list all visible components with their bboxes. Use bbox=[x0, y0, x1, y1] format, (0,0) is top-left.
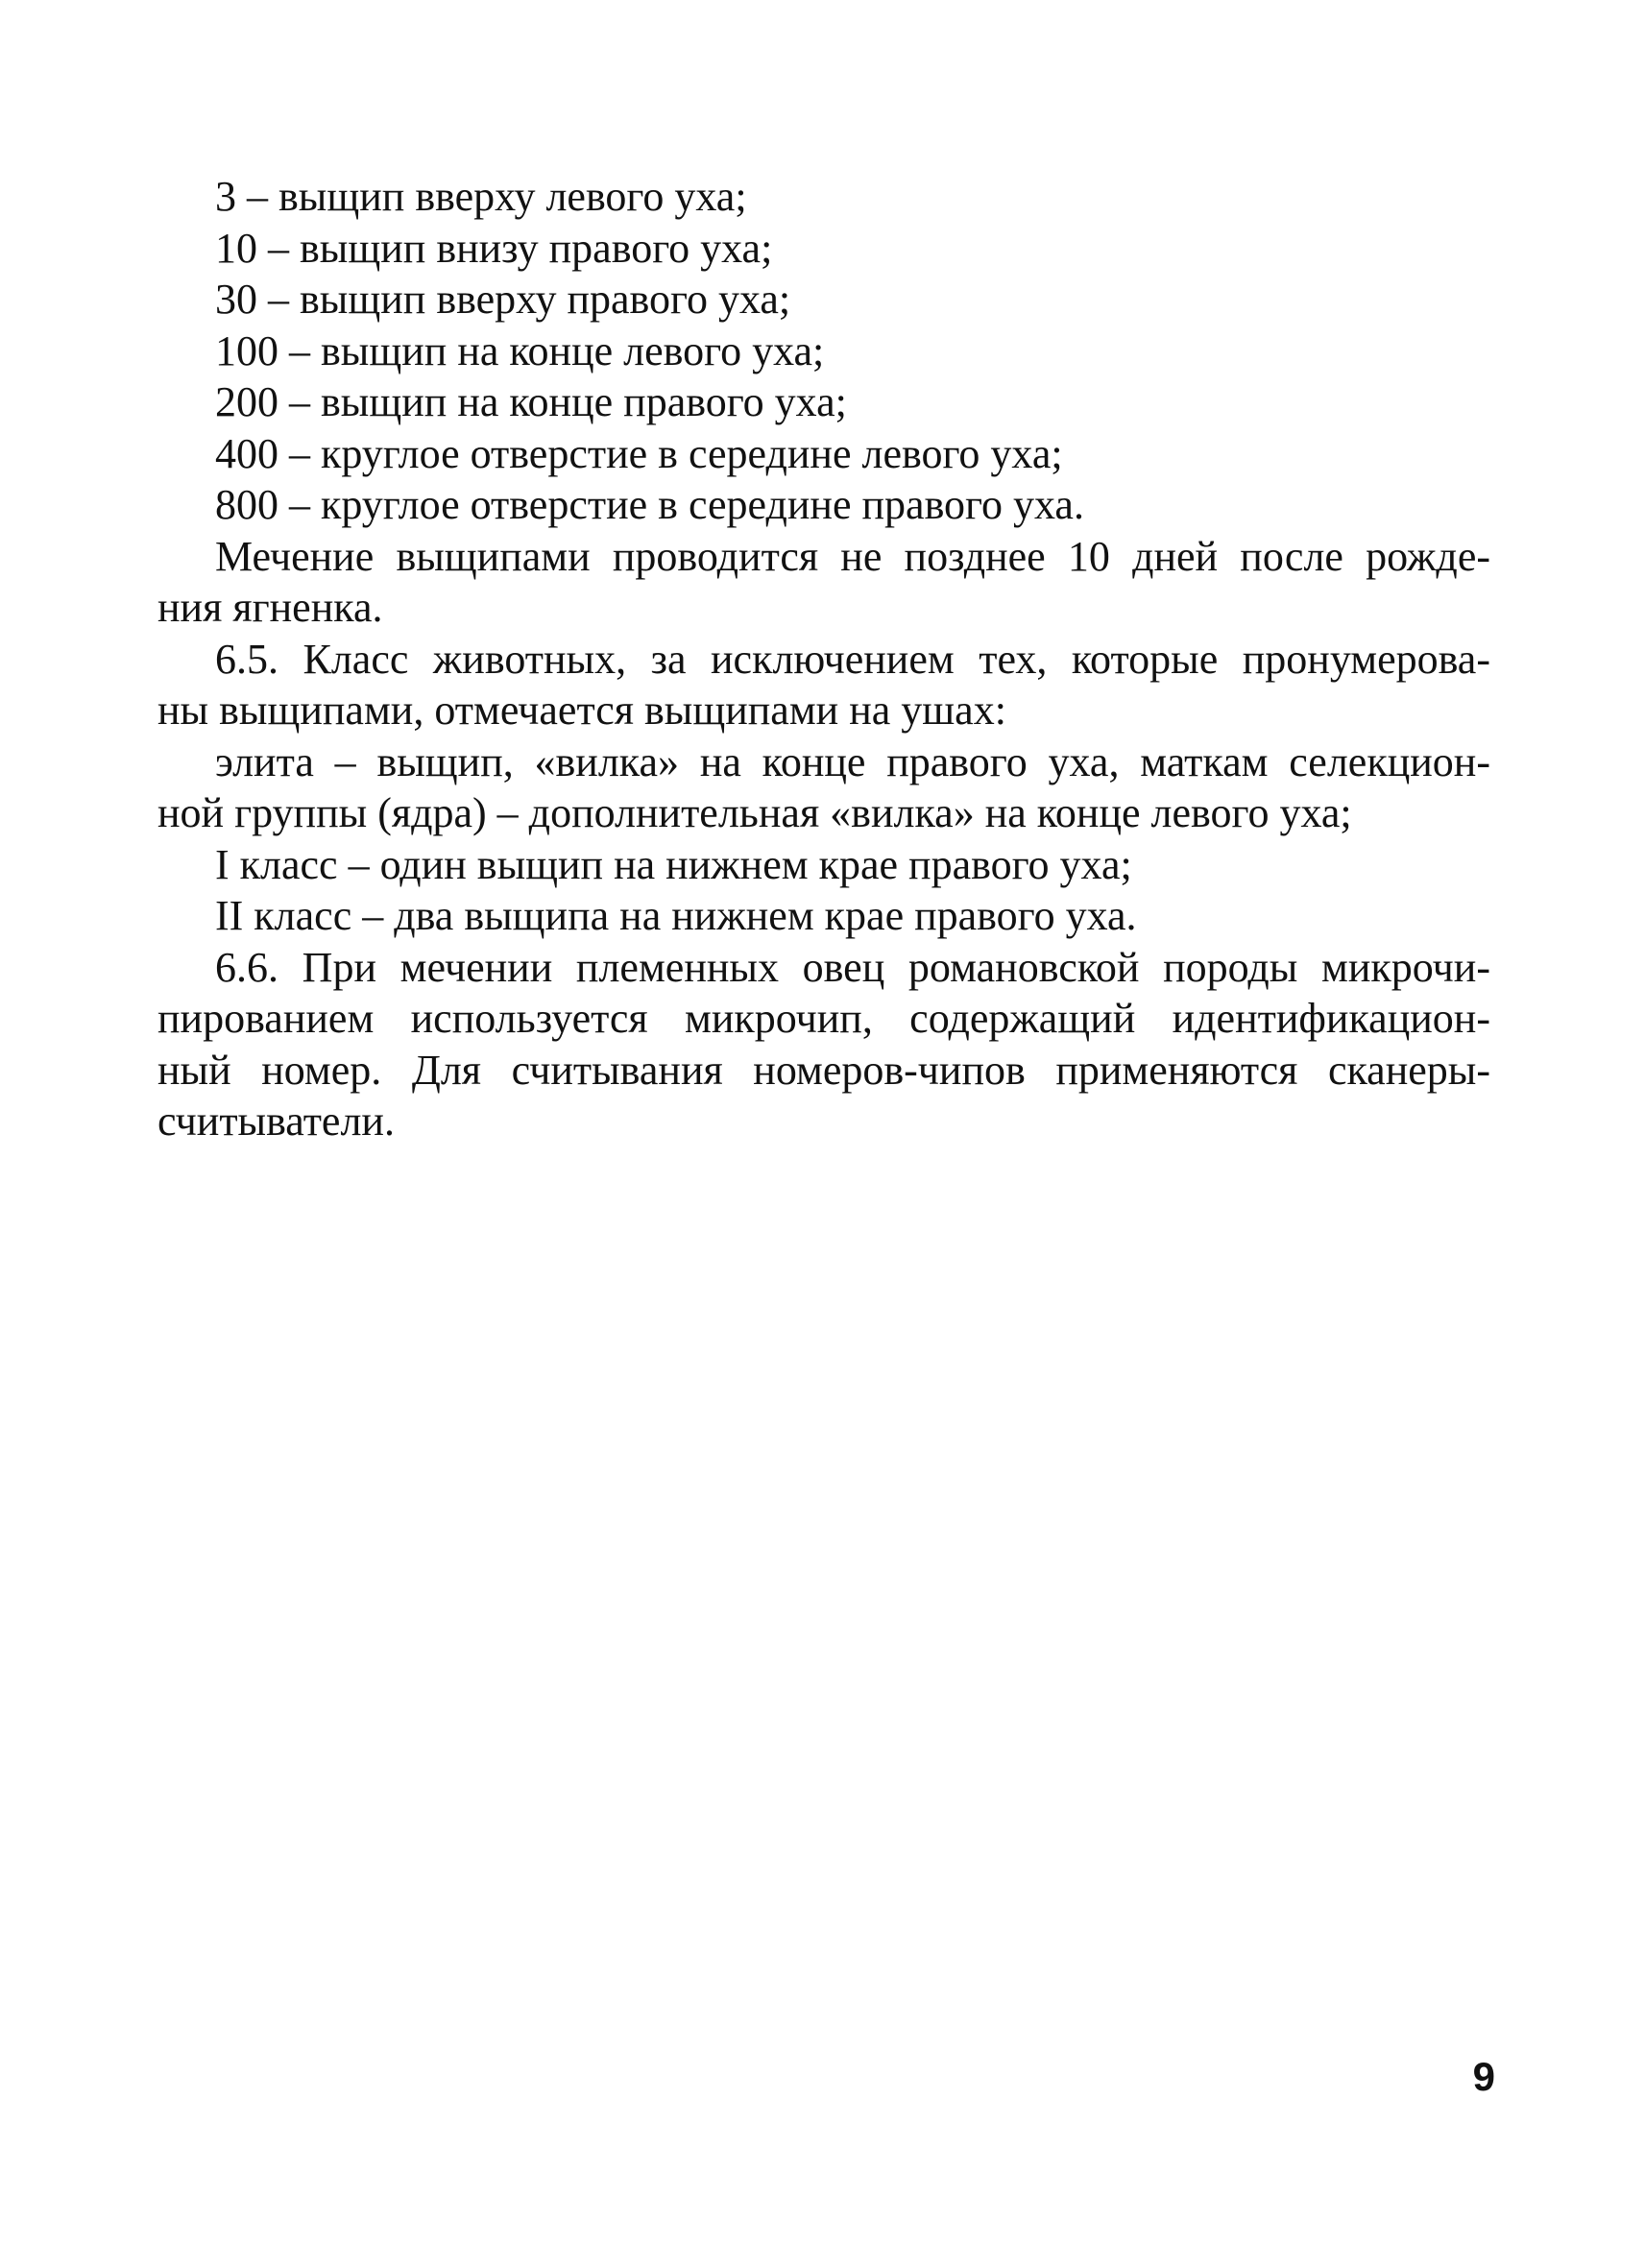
page-number: 9 bbox=[1472, 2054, 1495, 2099]
ear-notch-list bbox=[157, 171, 1490, 531]
list-item: 800 – круглое отверстие в середине правого уха. bbox=[215, 481, 1084, 528]
paragraph-line: I класс – один выщип на нижнем крае правого уха; bbox=[215, 840, 1132, 888]
paragraph-line: пированием используется микрочип, содержащий идентификацион- bbox=[157, 995, 1490, 1042]
paragraph-elite bbox=[157, 736, 1490, 839]
paragraph-6-6 bbox=[157, 942, 1490, 1147]
list-item: 30 – выщип вверху правого уха; bbox=[215, 276, 791, 323]
paragraph-line: ной группы (ядра) – дополнительная «вилка» на конце левого уха; bbox=[157, 789, 1352, 836]
paragraph-line: считыватели. bbox=[157, 1098, 395, 1145]
list-item: 10 – выщип внизу правого уха; bbox=[215, 224, 773, 272]
paragraph-marking-deadline bbox=[157, 531, 1490, 634]
list-item: 100 – выщип на конце левого уха; bbox=[215, 326, 825, 374]
paragraph-line: Мечение выщипами проводится не позднее 10 дней после рожде- bbox=[215, 532, 1490, 580]
paragraph-6-5 bbox=[157, 634, 1490, 736]
paragraph-line: 6.5. Класс животных, за исключением тех, которые пронумерова- bbox=[215, 635, 1490, 683]
list-item: 200 – выщип на конце правого уха; bbox=[215, 378, 847, 425]
paragraph-class-2 bbox=[157, 890, 1490, 942]
list-item: 400 – круглое отверстие в середине левого уха; bbox=[215, 429, 1063, 477]
paragraph-line: ный номер. Для считывания номеров-чипов применяются сканеры- bbox=[157, 1046, 1490, 1094]
paragraph-line: ния ягненка. bbox=[157, 584, 383, 631]
list-item: 3 – выщип вверху левого уха; bbox=[215, 173, 747, 220]
paragraph-line: ны выщипами, отмечается выщипами на ушах: bbox=[157, 687, 1006, 734]
body-text bbox=[157, 171, 1490, 1147]
paragraph-class-1 bbox=[157, 839, 1490, 891]
paragraph-line: элита – выщип, «вилка» на конце правого уха, маткам селекцион- bbox=[215, 737, 1490, 785]
paragraph-line: II класс – два выщипа на нижнем крае правого уха. bbox=[215, 892, 1137, 939]
paragraph-line: 6.6. При мечении племенных овец романовской породы микрочи- bbox=[215, 943, 1490, 991]
